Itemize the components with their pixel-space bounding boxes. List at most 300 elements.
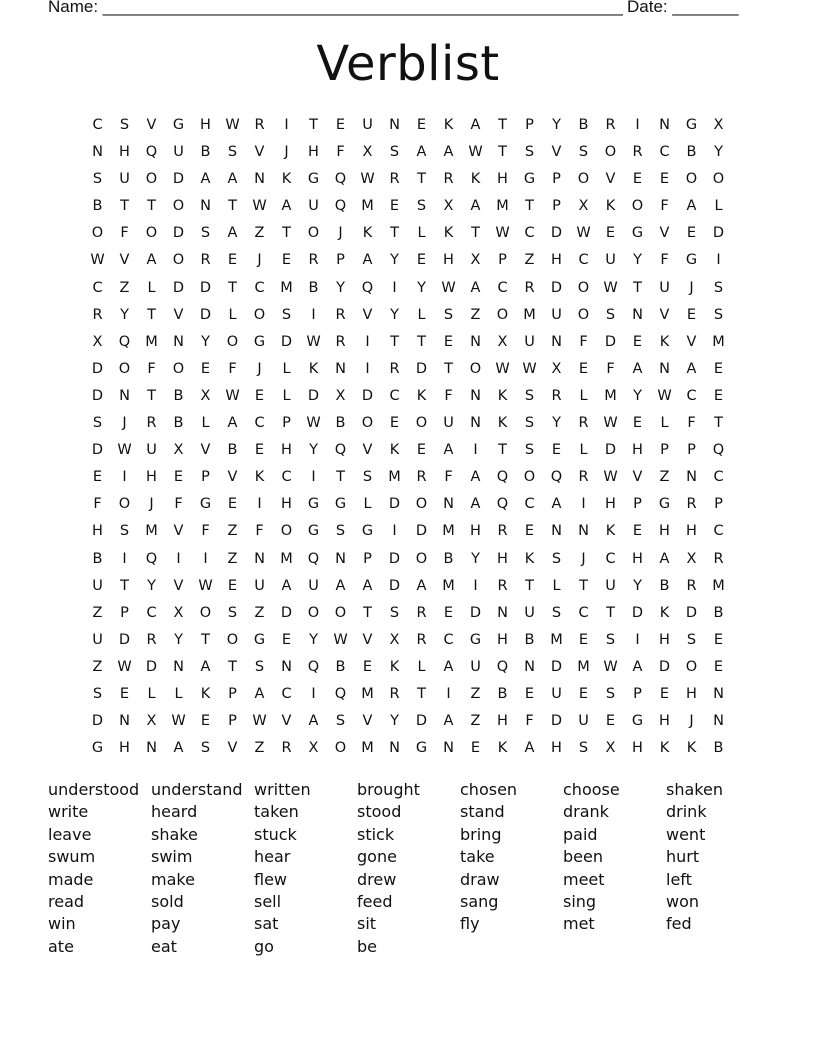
grid-cell[interactable]: H xyxy=(470,523,481,540)
grid-cell[interactable]: F xyxy=(660,252,669,269)
grid-cell[interactable]: V xyxy=(362,306,373,323)
grid-cell[interactable]: A xyxy=(686,198,697,215)
grid-cell[interactable]: G xyxy=(685,117,698,133)
grid-cell[interactable]: V xyxy=(254,144,265,161)
grid-cell[interactable]: S xyxy=(119,117,130,133)
grid-cell[interactable]: Y xyxy=(309,442,318,459)
grid-cell[interactable]: O xyxy=(415,415,428,432)
grid-cell[interactable]: J xyxy=(581,550,586,567)
grid-cell[interactable]: X xyxy=(605,740,616,757)
grid-cell[interactable]: M xyxy=(496,198,509,215)
grid-cell[interactable]: S xyxy=(605,685,616,702)
grid-cell[interactable]: E xyxy=(416,252,427,269)
grid-cell[interactable]: F xyxy=(444,387,453,404)
grid-cell[interactable]: Y xyxy=(390,713,399,730)
grid-cell[interactable]: L xyxy=(282,360,291,377)
grid-cell[interactable]: U xyxy=(605,252,616,269)
grid-cell[interactable]: N xyxy=(551,333,562,350)
grid-cell[interactable]: A xyxy=(443,442,454,459)
grid-cell[interactable]: Y xyxy=(471,550,480,567)
grid-cell[interactable]: Z xyxy=(227,550,238,567)
grid-cell[interactable]: O xyxy=(415,550,428,567)
grid-cell[interactable]: X xyxy=(173,442,184,459)
grid-cell[interactable]: M xyxy=(361,685,374,702)
grid-cell[interactable]: O xyxy=(253,306,266,323)
grid-cell[interactable]: R xyxy=(416,631,427,648)
grid-cell[interactable]: L xyxy=(417,306,426,323)
grid-cell[interactable]: N xyxy=(632,306,643,323)
grid-cell[interactable]: N xyxy=(92,144,103,161)
grid-cell[interactable]: D xyxy=(172,171,185,188)
grid-cell[interactable]: R xyxy=(335,306,346,323)
grid-cell[interactable]: W xyxy=(252,713,267,730)
grid-cell[interactable]: S xyxy=(389,144,400,161)
grid-cell[interactable]: E xyxy=(416,117,427,133)
grid-cell[interactable]: H xyxy=(119,144,130,161)
grid-cell[interactable]: D xyxy=(172,279,185,296)
grid-cell[interactable]: H xyxy=(281,442,292,459)
grid-cell[interactable]: R xyxy=(146,415,157,432)
grid-cell[interactable]: B xyxy=(173,415,184,432)
grid-cell[interactable]: N xyxy=(254,171,265,188)
grid-cell[interactable]: Q xyxy=(496,469,509,486)
grid-cell[interactable]: Y xyxy=(552,117,561,133)
grid-cell[interactable]: L xyxy=(579,387,588,404)
grid-cell[interactable]: E xyxy=(119,685,130,702)
grid-cell[interactable]: M xyxy=(712,577,725,594)
grid-cell[interactable]: B xyxy=(92,550,103,567)
grid-cell[interactable]: A xyxy=(443,144,454,161)
grid-cell[interactable]: B xyxy=(713,604,724,621)
grid-cell[interactable]: W xyxy=(495,360,510,377)
grid-cell[interactable]: S xyxy=(416,198,427,215)
grid-cell[interactable]: O xyxy=(145,225,158,242)
grid-cell[interactable]: R xyxy=(389,685,400,702)
grid-cell[interactable]: O xyxy=(280,523,293,540)
grid-cell[interactable]: E xyxy=(362,658,373,675)
grid-cell[interactable]: Q xyxy=(712,442,725,459)
grid-cell[interactable]: K xyxy=(416,387,427,404)
grid-cell[interactable]: W xyxy=(522,360,537,377)
grid-cell[interactable]: A xyxy=(443,658,454,675)
grid-cell[interactable]: T xyxy=(444,360,453,377)
grid-cell[interactable]: A xyxy=(470,469,481,486)
grid-cell[interactable]: G xyxy=(685,252,698,269)
grid-cell[interactable]: D xyxy=(307,387,320,404)
grid-cell[interactable]: E xyxy=(281,631,292,648)
grid-cell[interactable]: F xyxy=(174,496,183,513)
grid-cell[interactable]: E xyxy=(713,631,724,648)
grid-cell[interactable]: V xyxy=(173,523,184,540)
grid-cell[interactable]: U xyxy=(362,117,373,133)
grid-cell[interactable]: E xyxy=(686,306,697,323)
grid-cell[interactable]: O xyxy=(118,360,131,377)
grid-cell[interactable]: Q xyxy=(550,469,563,486)
grid-cell[interactable]: J xyxy=(689,713,694,730)
grid-cell[interactable]: M xyxy=(442,577,455,594)
grid-cell[interactable]: H xyxy=(119,740,130,757)
grid-cell[interactable]: G xyxy=(307,523,320,540)
grid-cell[interactable]: S xyxy=(119,523,130,540)
grid-cell[interactable]: Y xyxy=(633,252,642,269)
grid-cell[interactable]: M xyxy=(280,550,293,567)
grid-cell[interactable]: F xyxy=(120,225,129,242)
grid-cell[interactable]: R xyxy=(146,631,157,648)
grid-cell[interactable]: L xyxy=(174,685,183,702)
grid-cell[interactable]: F xyxy=(606,360,615,377)
grid-cell[interactable]: Q xyxy=(496,658,509,675)
grid-cell[interactable]: P xyxy=(498,252,507,269)
grid-cell[interactable]: V xyxy=(362,713,373,730)
grid-cell[interactable]: W xyxy=(252,198,267,215)
grid-cell[interactable]: K xyxy=(686,740,697,757)
grid-cell[interactable]: G xyxy=(631,225,644,242)
grid-cell[interactable]: P xyxy=(228,713,237,730)
grid-cell[interactable]: B xyxy=(227,442,238,459)
grid-cell[interactable]: M xyxy=(712,333,725,350)
grid-cell[interactable]: W xyxy=(225,117,240,133)
grid-cell[interactable]: Y xyxy=(120,306,129,323)
grid-cell[interactable]: D xyxy=(388,496,401,513)
grid-cell[interactable]: S xyxy=(605,306,616,323)
grid-cell[interactable]: I xyxy=(392,279,397,296)
grid-cell[interactable]: V xyxy=(632,469,643,486)
grid-cell[interactable]: T xyxy=(390,225,399,242)
grid-cell[interactable]: X xyxy=(713,117,724,133)
grid-cell[interactable]: P xyxy=(552,198,561,215)
grid-cell[interactable]: R xyxy=(605,117,616,133)
grid-cell[interactable]: Q xyxy=(334,442,347,459)
grid-cell[interactable]: A xyxy=(524,740,535,757)
grid-cell[interactable]: A xyxy=(470,279,481,296)
grid-cell[interactable]: E xyxy=(92,469,103,486)
grid-cell[interactable]: Y xyxy=(201,333,210,350)
grid-cell[interactable]: F xyxy=(525,713,534,730)
grid-cell[interactable]: B xyxy=(335,658,346,675)
grid-cell[interactable]: Z xyxy=(470,685,481,702)
grid-cell[interactable]: O xyxy=(172,198,185,215)
grid-cell[interactable]: B xyxy=(335,415,346,432)
grid-cell[interactable]: J xyxy=(122,415,127,432)
grid-cell[interactable]: E xyxy=(632,523,643,540)
grid-cell[interactable]: M xyxy=(442,523,455,540)
grid-cell[interactable]: F xyxy=(660,198,669,215)
grid-cell[interactable]: E xyxy=(470,740,481,757)
grid-cell[interactable]: H xyxy=(551,252,562,269)
grid-cell[interactable]: T xyxy=(120,198,129,215)
grid-cell[interactable]: T xyxy=(228,658,237,675)
grid-cell[interactable]: J xyxy=(689,279,694,296)
grid-cell[interactable]: U xyxy=(443,415,454,432)
grid-cell[interactable]: R xyxy=(497,577,508,594)
grid-cell[interactable]: N xyxy=(119,387,130,404)
grid-cell[interactable]: T xyxy=(498,144,507,161)
grid-cell[interactable]: T xyxy=(417,685,426,702)
grid-cell[interactable]: C xyxy=(92,117,103,133)
grid-cell[interactable]: K xyxy=(308,360,319,377)
grid-cell[interactable]: W xyxy=(360,171,375,188)
grid-cell[interactable]: S xyxy=(227,604,238,621)
grid-cell[interactable]: R xyxy=(281,740,292,757)
grid-cell[interactable]: T xyxy=(417,171,426,188)
grid-cell[interactable]: O xyxy=(685,171,698,188)
grid-cell[interactable]: Q xyxy=(334,171,347,188)
grid-cell[interactable]: O xyxy=(577,279,590,296)
grid-cell[interactable]: D xyxy=(685,604,698,621)
grid-cell[interactable]: S xyxy=(335,523,346,540)
grid-cell[interactable]: P xyxy=(201,469,210,486)
grid-cell[interactable]: J xyxy=(257,252,262,269)
grid-cell[interactable]: H xyxy=(632,550,643,567)
grid-cell[interactable]: D xyxy=(469,604,482,621)
grid-cell[interactable]: Z xyxy=(119,279,130,296)
grid-cell[interactable]: A xyxy=(686,360,697,377)
grid-cell[interactable]: C xyxy=(92,279,103,296)
grid-cell[interactable]: E xyxy=(254,387,265,404)
grid-cell[interactable]: A xyxy=(173,740,184,757)
grid-cell[interactable]: N xyxy=(173,333,184,350)
grid-cell[interactable]: H xyxy=(605,496,616,513)
grid-cell[interactable]: S xyxy=(200,740,211,757)
grid-cell[interactable]: Z xyxy=(470,306,481,323)
grid-cell[interactable]: G xyxy=(658,496,671,513)
grid-cell[interactable]: O xyxy=(604,144,617,161)
grid-cell[interactable]: E xyxy=(578,685,589,702)
grid-cell[interactable]: A xyxy=(281,577,292,594)
grid-cell[interactable]: Y xyxy=(336,279,345,296)
grid-cell[interactable]: A xyxy=(470,198,481,215)
grid-cell[interactable]: Q xyxy=(307,658,320,675)
grid-cell[interactable]: I xyxy=(311,469,316,486)
grid-cell[interactable]: T xyxy=(390,333,399,350)
grid-cell[interactable]: J xyxy=(257,360,262,377)
grid-cell[interactable]: D xyxy=(91,442,104,459)
grid-cell[interactable]: X xyxy=(686,550,697,567)
grid-cell[interactable]: E xyxy=(632,333,643,350)
grid-cell[interactable]: D xyxy=(199,279,212,296)
grid-cell[interactable]: S xyxy=(713,279,724,296)
grid-cell[interactable]: W xyxy=(117,442,132,459)
grid-cell[interactable]: D xyxy=(91,360,104,377)
grid-cell[interactable]: O xyxy=(361,415,374,432)
grid-cell[interactable]: O xyxy=(172,252,185,269)
grid-cell[interactable]: W xyxy=(117,658,132,675)
grid-cell[interactable]: C xyxy=(146,604,157,621)
grid-cell[interactable]: H xyxy=(200,117,211,133)
grid-cell[interactable]: E xyxy=(443,604,454,621)
grid-cell[interactable]: U xyxy=(308,198,319,215)
grid-cell[interactable]: N xyxy=(713,713,724,730)
grid-cell[interactable]: G xyxy=(172,117,185,133)
grid-cell[interactable]: O xyxy=(415,496,428,513)
grid-cell[interactable]: C xyxy=(659,144,670,161)
grid-cell[interactable]: S xyxy=(281,306,292,323)
grid-cell[interactable]: R xyxy=(632,144,643,161)
grid-cell[interactable]: H xyxy=(632,442,643,459)
grid-cell[interactable]: E xyxy=(335,117,346,133)
grid-cell[interactable]: Y xyxy=(309,631,318,648)
grid-cell[interactable]: S xyxy=(200,225,211,242)
grid-cell[interactable]: H xyxy=(497,631,508,648)
grid-cell[interactable]: M xyxy=(604,387,617,404)
grid-cell[interactable]: G xyxy=(199,496,212,513)
grid-cell[interactable]: F xyxy=(93,496,102,513)
grid-cell[interactable]: L xyxy=(552,577,561,594)
grid-cell[interactable]: L xyxy=(417,658,426,675)
grid-cell[interactable]: G xyxy=(91,740,104,757)
grid-cell[interactable]: W xyxy=(495,225,510,242)
grid-cell[interactable]: D xyxy=(550,225,563,242)
grid-cell[interactable]: S xyxy=(524,387,535,404)
grid-cell[interactable]: A xyxy=(227,225,238,242)
grid-cell[interactable]: M xyxy=(388,469,401,486)
grid-cell[interactable]: R xyxy=(335,333,346,350)
grid-cell[interactable]: E xyxy=(389,415,400,432)
grid-cell[interactable]: V xyxy=(281,713,292,730)
grid-cell[interactable]: E xyxy=(173,469,184,486)
grid-cell[interactable]: U xyxy=(551,685,562,702)
grid-cell[interactable]: Z xyxy=(227,523,238,540)
grid-cell[interactable]: I xyxy=(122,550,127,567)
grid-cell[interactable]: O xyxy=(712,171,725,188)
grid-cell[interactable]: A xyxy=(227,171,238,188)
grid-cell[interactable]: A xyxy=(470,117,481,133)
grid-cell[interactable]: F xyxy=(687,415,696,432)
grid-cell[interactable]: Y xyxy=(390,306,399,323)
grid-cell[interactable]: R xyxy=(497,523,508,540)
grid-cell[interactable]: X xyxy=(389,631,400,648)
grid-cell[interactable]: Z xyxy=(254,740,265,757)
grid-cell[interactable]: G xyxy=(334,496,347,513)
grid-cell[interactable]: I xyxy=(176,550,181,567)
grid-cell[interactable]: S xyxy=(524,415,535,432)
grid-cell[interactable]: S xyxy=(605,631,616,648)
grid-cell[interactable]: T xyxy=(147,387,156,404)
grid-cell[interactable]: O xyxy=(118,496,131,513)
grid-cell[interactable]: W xyxy=(603,469,618,486)
grid-cell[interactable]: E xyxy=(227,577,238,594)
grid-cell[interactable]: S xyxy=(578,144,589,161)
grid-cell[interactable]: V xyxy=(119,252,130,269)
grid-cell[interactable]: F xyxy=(444,469,453,486)
grid-cell[interactable]: O xyxy=(199,604,212,621)
grid-cell[interactable]: K xyxy=(281,171,292,188)
grid-cell[interactable]: A xyxy=(416,577,427,594)
grid-cell[interactable]: I xyxy=(365,333,370,350)
grid-cell[interactable]: H xyxy=(443,252,454,269)
grid-cell[interactable]: W xyxy=(576,225,591,242)
grid-cell[interactable]: Y xyxy=(714,144,723,161)
grid-cell[interactable]: Z xyxy=(254,604,265,621)
grid-cell[interactable]: P xyxy=(282,415,291,432)
grid-cell[interactable]: H xyxy=(659,713,670,730)
grid-cell[interactable]: T xyxy=(309,117,318,133)
grid-cell[interactable]: S xyxy=(227,144,238,161)
grid-cell[interactable]: S xyxy=(713,306,724,323)
grid-cell[interactable]: X xyxy=(308,740,319,757)
grid-cell[interactable]: M xyxy=(361,740,374,757)
grid-cell[interactable]: N xyxy=(578,523,589,540)
grid-cell[interactable]: P xyxy=(363,550,372,567)
grid-cell[interactable]: Q xyxy=(145,144,158,161)
grid-cell[interactable]: A xyxy=(200,658,211,675)
grid-cell[interactable]: M xyxy=(145,523,158,540)
grid-cell[interactable]: B xyxy=(497,685,508,702)
grid-cell[interactable]: V xyxy=(146,117,157,133)
grid-cell[interactable]: S xyxy=(254,658,265,675)
grid-cell[interactable]: D xyxy=(631,604,644,621)
grid-cell[interactable]: D xyxy=(658,658,671,675)
grid-cell[interactable]: N xyxy=(443,740,454,757)
grid-cell[interactable]: G xyxy=(307,171,320,188)
grid-cell[interactable]: T xyxy=(363,604,372,621)
grid-cell[interactable]: Z xyxy=(92,604,103,621)
grid-cell[interactable]: D xyxy=(415,360,428,377)
grid-cell[interactable]: E xyxy=(578,360,589,377)
grid-cell[interactable]: N xyxy=(713,685,724,702)
grid-cell[interactable]: S xyxy=(389,604,400,621)
grid-cell[interactable]: W xyxy=(468,144,483,161)
grid-cell[interactable]: N xyxy=(524,658,535,675)
grid-cell[interactable]: O xyxy=(577,306,590,323)
grid-cell[interactable]: Y xyxy=(633,577,642,594)
grid-cell[interactable]: U xyxy=(470,658,481,675)
grid-cell[interactable]: V xyxy=(659,225,670,242)
grid-cell[interactable]: B xyxy=(308,279,319,296)
grid-cell[interactable]: W xyxy=(603,658,618,675)
grid-cell[interactable]: H xyxy=(497,171,508,188)
grid-cell[interactable]: G xyxy=(361,523,374,540)
grid-cell[interactable]: A xyxy=(443,713,454,730)
grid-cell[interactable]: P xyxy=(336,252,345,269)
grid-cell[interactable]: N xyxy=(173,658,184,675)
grid-cell[interactable]: M xyxy=(145,333,158,350)
grid-cell[interactable]: U xyxy=(173,144,184,161)
grid-cell[interactable]: S xyxy=(578,740,589,757)
grid-cell[interactable]: D xyxy=(172,225,185,242)
grid-cell[interactable]: Z xyxy=(659,469,670,486)
grid-cell[interactable]: S xyxy=(524,442,535,459)
grid-cell[interactable]: D xyxy=(415,523,428,540)
grid-cell[interactable]: F xyxy=(201,523,210,540)
grid-cell[interactable]: V xyxy=(686,333,697,350)
grid-cell[interactable]: E xyxy=(578,631,589,648)
grid-cell[interactable]: N xyxy=(443,496,454,513)
grid-cell[interactable]: U xyxy=(524,333,535,350)
grid-cell[interactable]: J xyxy=(284,144,289,161)
grid-cell[interactable]: T xyxy=(282,225,291,242)
grid-cell[interactable]: X xyxy=(92,333,103,350)
grid-cell[interactable]: B xyxy=(92,198,103,215)
grid-cell[interactable]: O xyxy=(469,360,482,377)
grid-cell[interactable]: C xyxy=(497,279,508,296)
grid-cell[interactable]: K xyxy=(443,225,454,242)
grid-cell[interactable]: X xyxy=(470,252,481,269)
grid-cell[interactable]: V xyxy=(227,740,238,757)
grid-cell[interactable]: H xyxy=(146,469,157,486)
grid-cell[interactable]: N xyxy=(254,550,265,567)
grid-cell[interactable]: C xyxy=(713,523,724,540)
grid-cell[interactable]: L xyxy=(228,306,237,323)
grid-cell[interactable]: K xyxy=(659,604,670,621)
grid-cell[interactable]: F xyxy=(336,144,345,161)
grid-cell[interactable]: D xyxy=(550,658,563,675)
grid-cell[interactable]: I xyxy=(716,252,721,269)
grid-cell[interactable]: C xyxy=(713,469,724,486)
grid-cell[interactable]: K xyxy=(389,442,400,459)
grid-cell[interactable]: X xyxy=(551,360,562,377)
grid-cell[interactable]: N xyxy=(551,523,562,540)
